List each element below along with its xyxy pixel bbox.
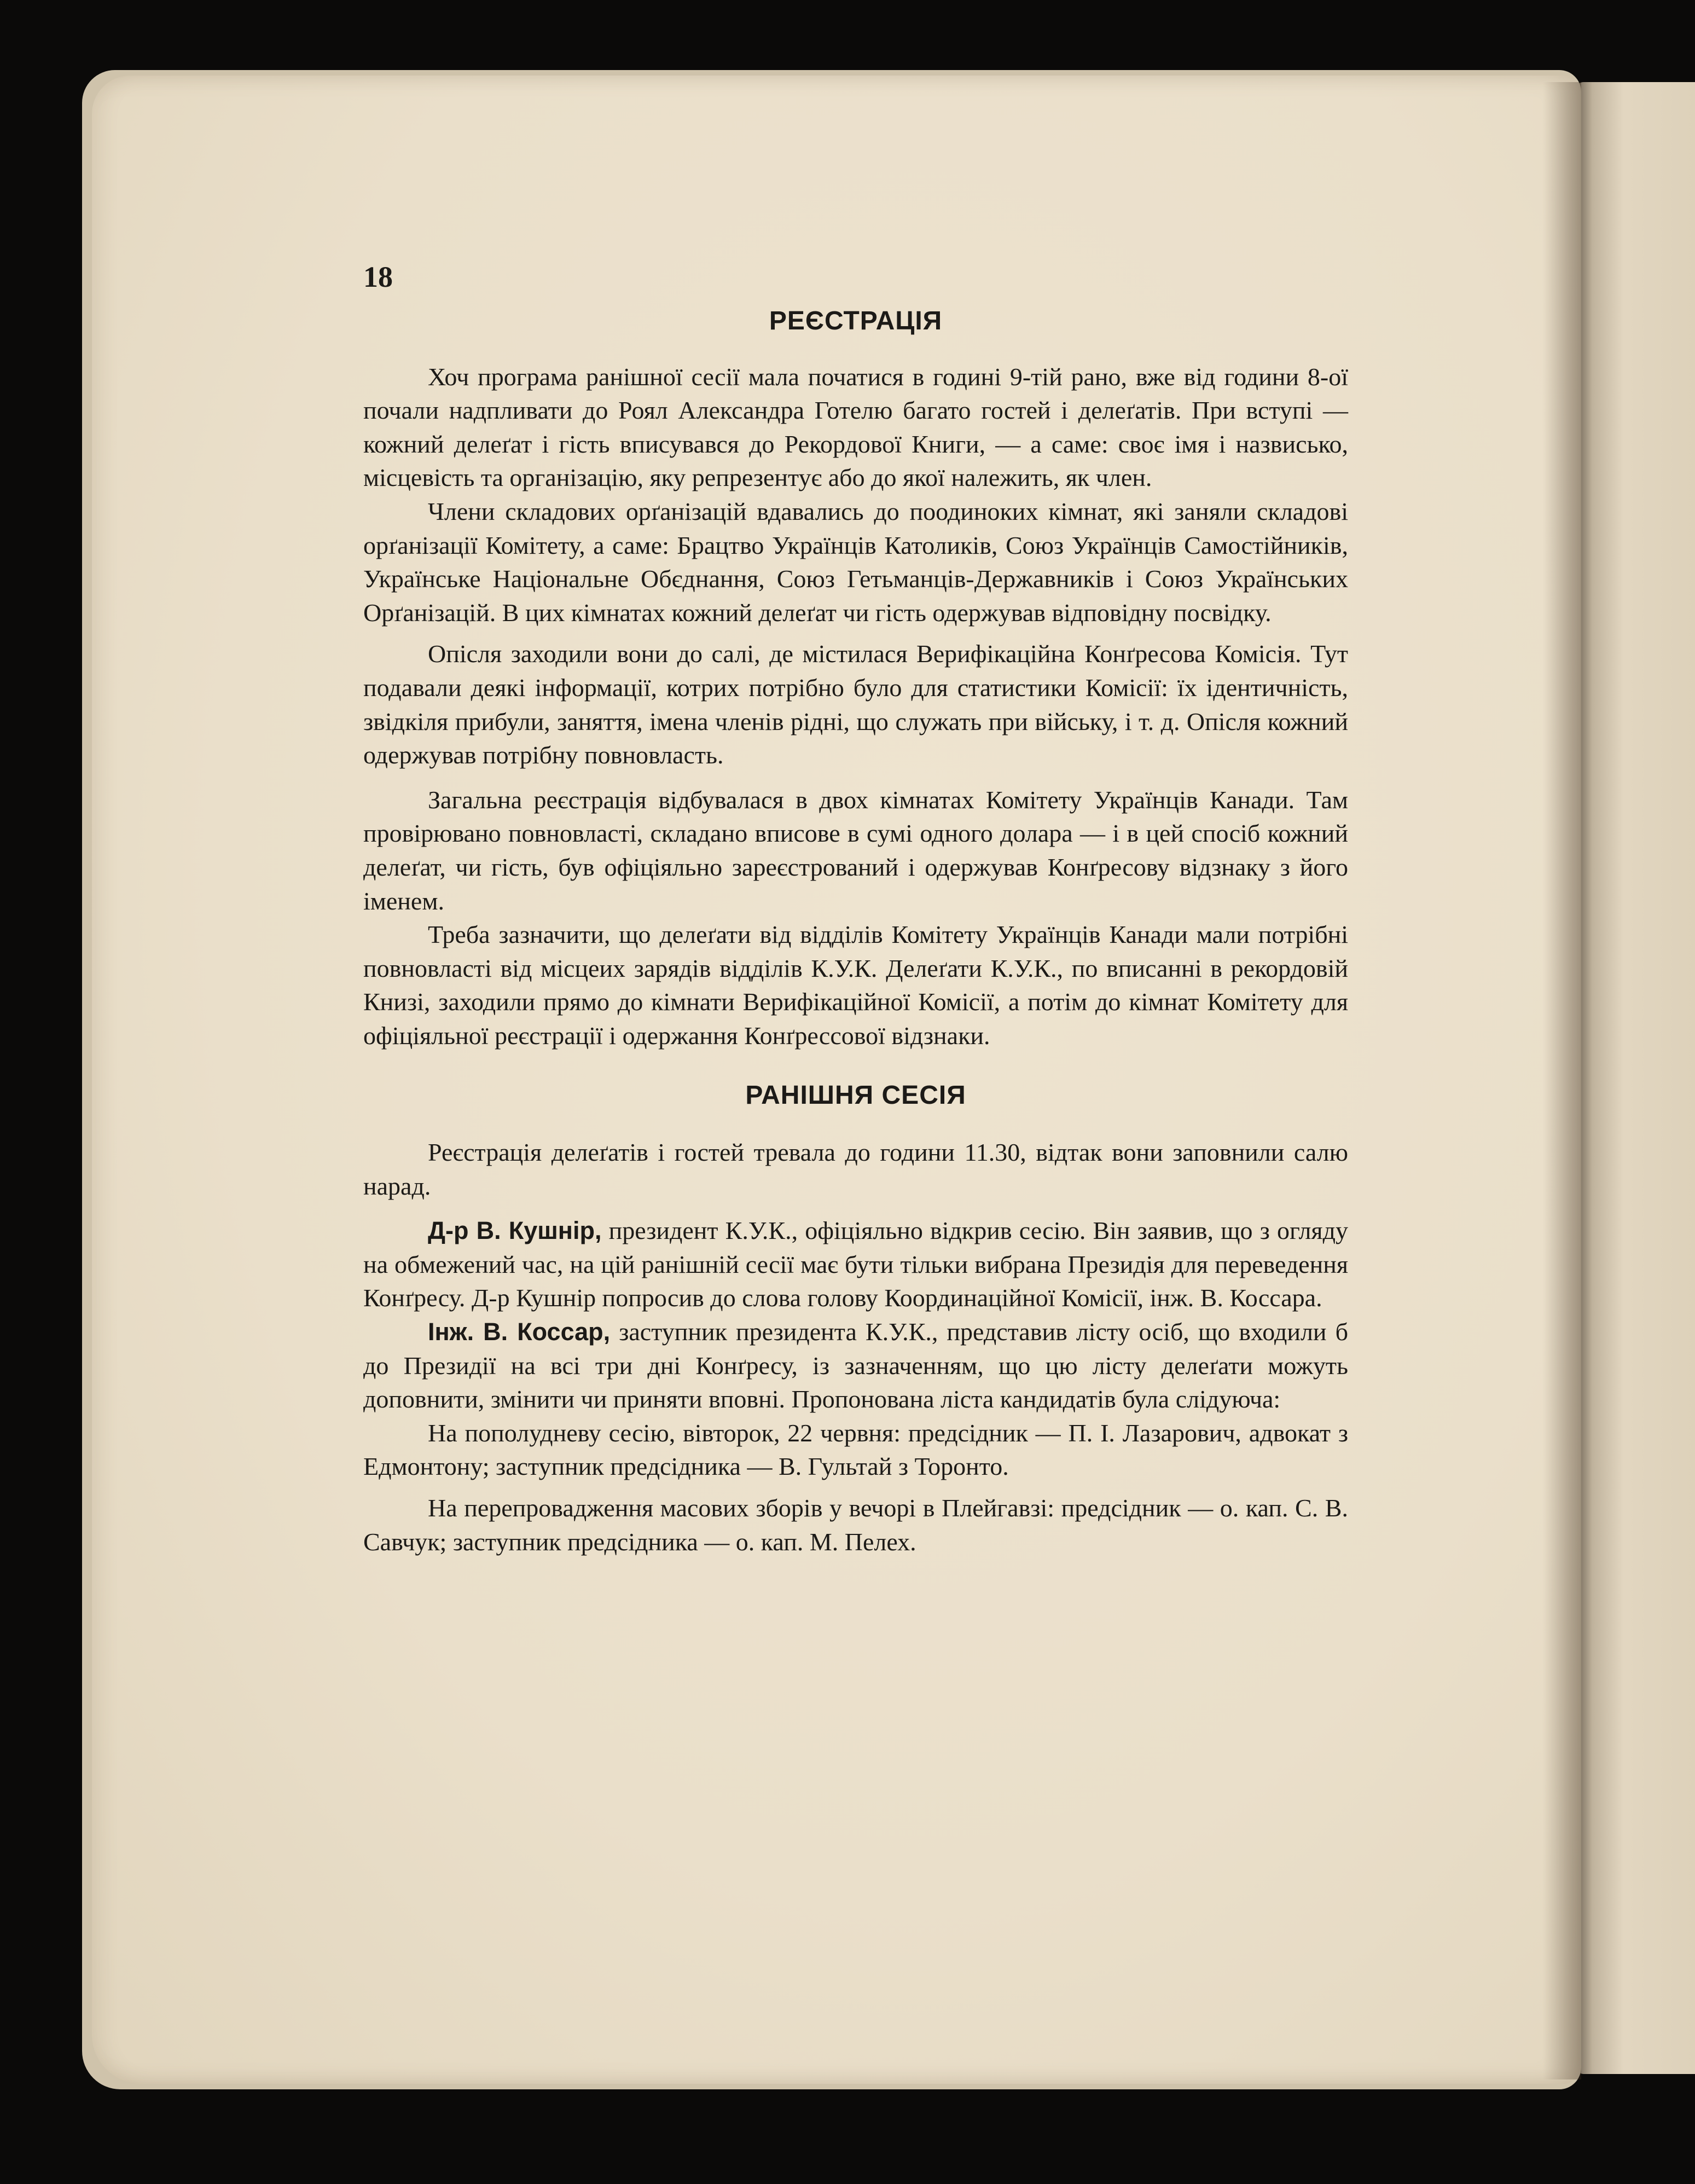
paragraph: Члени складових орґанізацій вдавались до поодиноких кімнат, які заняли складові орґанізації Комітету, а саме: Брацтво Українців Католиків, Союз Українців Самостійників, Українське Національне Обєднання, Союз Гетьманців-Державників і Союз Українських Орґанізацій. В цих кімнатах кожний делеґат чи гість одержував відповідну посвідку. — [363, 497, 1348, 627]
paragraph — [363, 1315, 1348, 1416]
paragraph: Реєстрація делеґатів і гостей тревала до години 11.30, відтак вони заповнили салю нарад. — [363, 1138, 1348, 1200]
paragraph: На перепровадження масових зборів у вечорі в Плейгавзі: предсідник — о. кап. С. В. Савчук; заступник предсідника — о. кап. М. Пелех. — [363, 1494, 1348, 1556]
page-gutter-shadow — [1543, 82, 1581, 2079]
page-body — [363, 257, 1348, 1559]
paragraph: Хоч програма ранішної сесії мала початися в годині 9-тій рано, вже від години 8-ої почали надпливати до Роял Александра Готелю багато гостей і делеґатів. При вступі — кожний делеґат і гість вписувався до Рекордової Книги, — а саме: своє імя і назвисько, місцевість та організацію, яку репрезентує або до якої належить, як член. — [363, 362, 1348, 492]
section-title-registration: РЕЄСТРАЦІЯ — [769, 306, 943, 335]
paragraph-text: президент К.У.К., офіціяльно відкрив сесію. Він заявив, що з огляду на обмежений час, на цій ранішній сесії має бути тільки вибрана Президія для переведення Конґресу. Д-р Кушнір попросив до слова голову Координаційної Комісії, інж. В. Коссара. — [363, 1216, 1348, 1312]
speaker-name: Інж. В. Коссар, — [428, 1318, 611, 1346]
paragraph: Загальна реєстрація відбувалася в двох кімнатах Комітету Українців Канади. Там провірювано повновласті, складано вписове в сумі одного долара — і в цей спосіб кожний делеґат, чи гість, був офіціяльно зареєстрований і одержував Конґресову відзнаку з його іменем. — [363, 785, 1348, 915]
section-title-morning-session: РАНІШНЯ СЕСІЯ — [745, 1081, 966, 1110]
facing-page-edge — [1576, 82, 1695, 2074]
page-number: 18 — [363, 260, 393, 293]
speaker-name: Д-р В. Кушнір, — [428, 1216, 602, 1245]
paragraph: Опісля заходили вони до салі, де містилася Верифікаційна Конґресова Комісія. Тут подавали деякі інформації, котрих потрібно було для статистики Комісії: їх ідентичність, звідкіля прибули, заняття, імена членів рідні, що служать при війську, і т. д. Опісля кожний одержував потрібну повновласть. — [363, 640, 1348, 769]
paragraph — [363, 1214, 1348, 1315]
paragraph-text: заступник президента К.У.К., представив лісту осіб, що входили б до Президії на всі три дні Конґресу, із зазначенням, що цю лісту делеґати можуть доповнити, змінити чи приняти вповні. Пропонована ліста кандидатів була слідуюча: — [363, 1318, 1348, 1413]
paragraph: На пополудневу сесію, вівторок, 22 червня: предсідник — П. І. Лазарович, адвокат з Едмонтону; заступник предсідника — В. Гультай з Торонто. — [363, 1418, 1348, 1481]
paragraph: Треба зазначити, що делеґати від відділів Комітету Українців Канади мали потрібні повновласті від місцеих зарядів відділів К.У.К. Делеґати К.У.К., по вписанні в рекордовій Книзі, заходили прямо до кімнати Верифікаційної Комісії, а потім до кімнат Комітету для офіціяльної реєстрації і одержання Конґрессової відзнаки. — [363, 920, 1348, 1050]
